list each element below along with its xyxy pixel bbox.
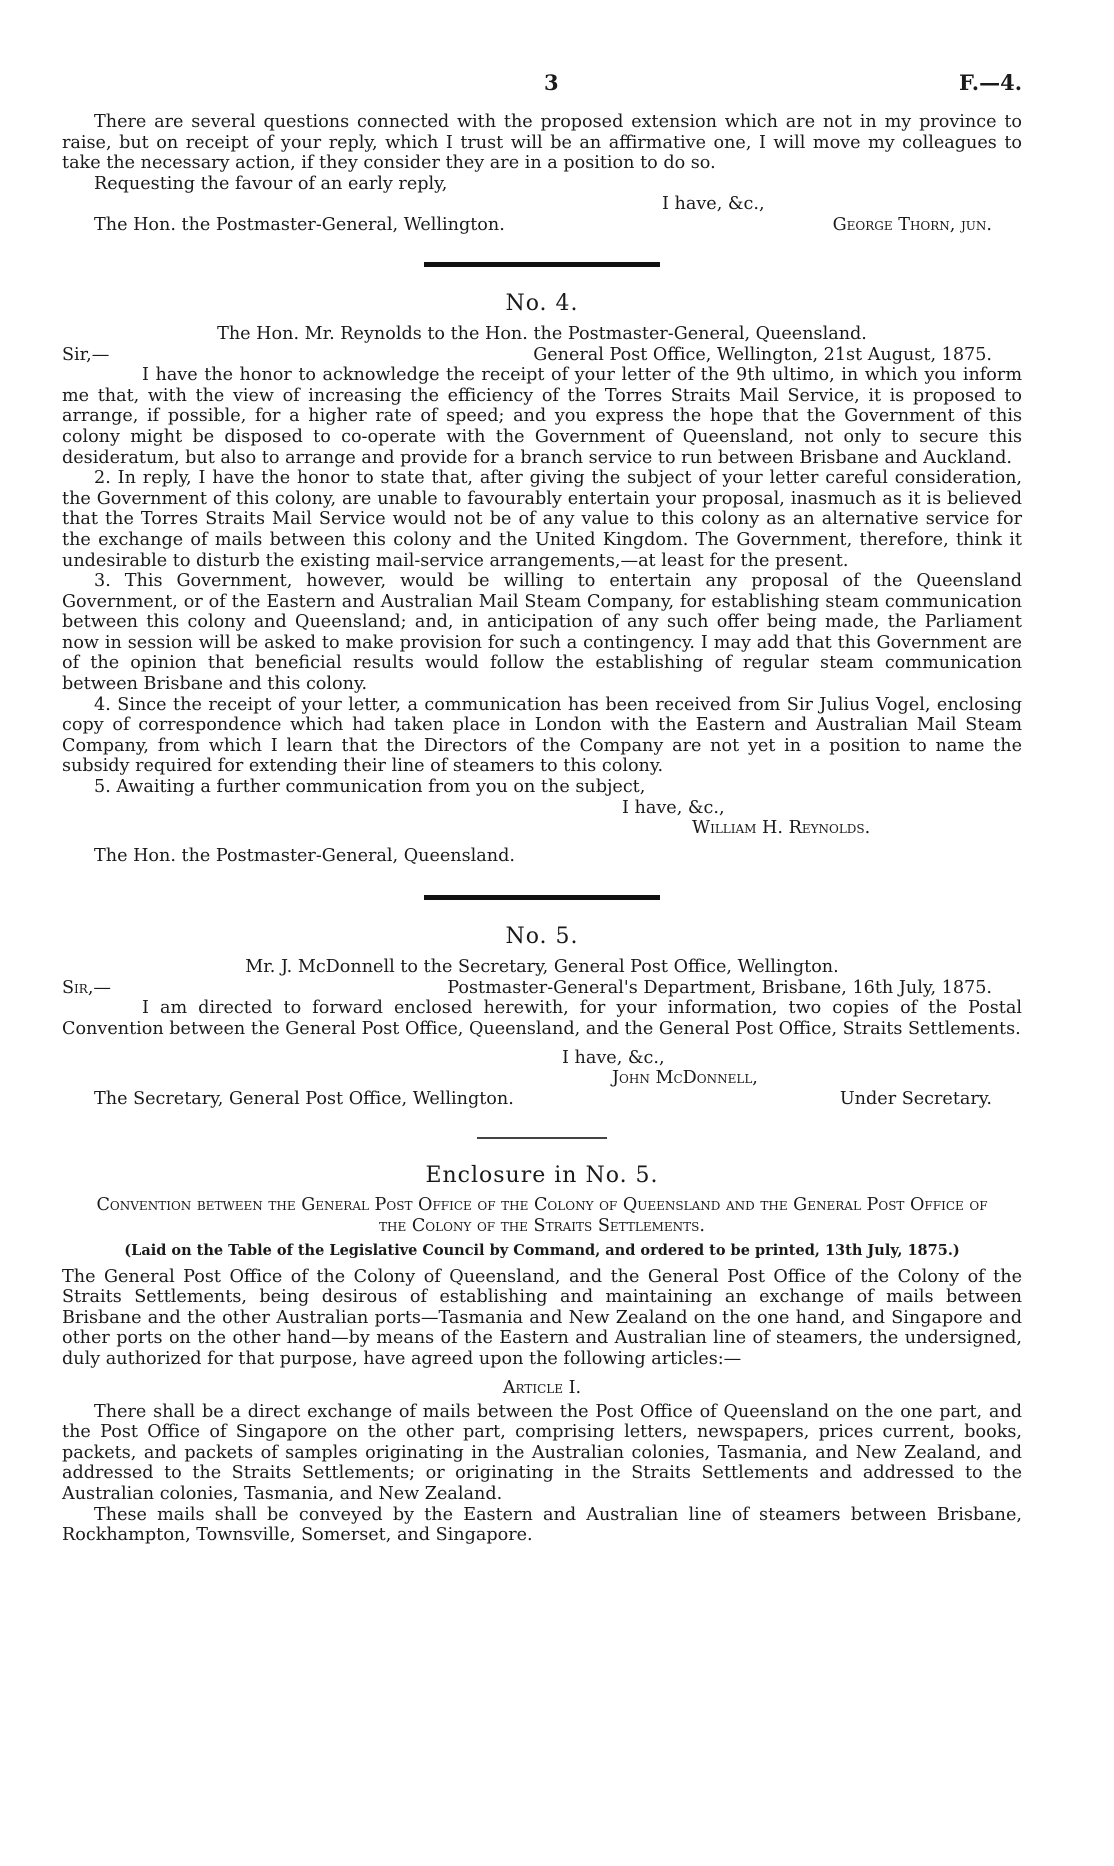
no5-paragraph-1: I am directed to forward enclosed herewith, for your information, two copies of the Postal Convention between the General Post Office, Queensland, and the General Post Office, Straits Settlements. [62,998,1022,1039]
page-number: 3 [544,70,559,95]
no4-paragraph-3: 3. This Government, however, would be willing to entertain any proposal of the Queensland Government, or of the Eastern and Australian Mail Steam Company, for establishing steam communication between this colony and Queensland; and, in anticipation of any such offer being made, the Parliament now in session will be asked to make provision for such a contingency. I may add that this Government are of the opinion that beneficial results would follow the establishing of regular steam communication between Brisbane and this colony. [62,571,1022,695]
document-reference: F.—4. [958,70,1022,95]
no4-signature: William H. Reynolds. [692,818,871,839]
no4-subtitle: The Hon. Mr. Reynolds to the Hon. the Postmaster-General, Queensland. [217,323,867,344]
no5-date-row [62,978,1022,999]
no5-sign-row [62,1089,1022,1110]
section-divider [477,1137,607,1139]
letter3-closing: Requesting the favour of an early reply, [94,173,448,194]
no4-paragraph-4: 4. Since the receipt of your letter, a communication has been received from Sir Julius Vogel, enclosing copy of correspondence which had taken place in London with the Eastern and Australian Mail Steam Company, from which I learn that the Directors of the Company are not yet in a position to name the subsidy required for extending their line of steamers to this colony. [62,694,1022,777]
no4-paragraph-5: 5. Awaiting a further communication from you on the subject, [94,777,646,798]
no4-date-row [62,345,1022,366]
no4-title: No. 4. [505,290,579,316]
convention-title: Convention between the General Post Office of the Colony of Queensland and the General Post Office of the Colony of the Straits Settlements. [96,1195,988,1236]
no5-i-have: I have, &c., [562,1047,665,1068]
no5-signature: John McDonnell, [612,1068,758,1089]
no5-addressee: The Secretary, General Post Office, Wellington. [94,1088,514,1109]
convention-preamble: The General Post Office of the Colony of Queensland, and the General Post Office of the Colony of the Straits Settlements, being desirous of establishing and maintaining an exchange of mails between Brisbane and the other Australian ports—Tasmania and New Zealand on the one hand, and Singapore and other ports on the other hand—by means of the Eastern and Australian line of steamers, the undersigned, duly authorized for that purpose, have agreed upon the following articles:— [62,1266,1022,1369]
no4-addressee: The Hon. the Postmaster-General, Queensland. [94,845,515,866]
laid-note: (Laid on the Table of the Legislative Council by Command, and ordered to be printed, 13th July, 1875.) [124,1241,960,1259]
letter3-addressee: The Hon. the Postmaster-General, Wellington. [94,214,505,235]
no4-paragraph-1: I have the honor to acknowledge the receipt of your letter of the 9th ultimo, in which you inform me that, with the view of increasing the efficiency of the Torres Straits Mail Service, it is proposed to arrange, if possible, for a higher rate of speed; and you express the hope that the Government of this colony might be disposed to co-operate with the Government of Queensland, not only to secure this desideratum, but also to arrange and provide for a branch service to run between Brisbane and Auckland. [62,365,1022,468]
letter3-i-have: I have, &c., [662,194,765,215]
page-header [62,62,1022,112]
letter3-body: There are several questions connected with the proposed extension which are not in my province to raise, but on receipt of your reply, which I trust will be an affirmative one, I will move my colleagues to take the necessary action, if they consider they are in a position to do so. [62,112,1022,174]
no5-title: No. 5. [505,923,579,949]
no4-dateline: General Post Office, Wellington, 21st August, 1875. [533,344,992,365]
no5-salutation: Sir,— [62,977,112,998]
article-heading: Article I. [502,1377,582,1398]
no5-dateline: Postmaster-General's Department, Brisbane, 16th July, 1875. [447,977,992,998]
section-divider [424,262,660,267]
no4-salutation: Sir,— [62,344,110,365]
no5-subtitle: Mr. J. McDonnell to the Secretary, General Post Office, Wellington. [245,956,839,977]
no4-i-have: I have, &c., [622,797,725,818]
letter3-sign-row [62,215,1022,236]
article-paragraph-1: There shall be a direct exchange of mails between the Post Office of Queensland on the one part, and the Post Office of Singapore on the other part, comprising letters, newspapers, prices current, books, packets, and packets of samples originating in the Australian colonies, Tasmania, and New Zealand, and addressed to the Straits Settlements; or originating in the Straits Settlements and addressed to the Australian colonies, Tasmania, and New Zealand. [62,1401,1022,1504]
letter3-signature: George Thorn, jun. [832,214,992,235]
section-divider [424,895,660,900]
enclosure-title: Enclosure in No. 5. [425,1163,659,1189]
article-paragraph-2: These mails shall be conveyed by the Eastern and Australian line of steamers between Brisbane, Rockhampton, Townsville, Somerset, and Singapore. [62,1504,1022,1546]
no4-paragraph-2: 2. In reply, I have the honor to state that, after giving the subject of your letter careful consideration, the Government of this colony, are unable to favourably entertain your proposal, inasmuch as it is believed that the Torres Straits Mail Service would not be of any value to this colony as an alternative service for the exchange of mails between this colony and the United Kingdom. The Government, therefore, think it undesirable to disturb the existing mail-service arrangements,—at least for the present. [62,468,1022,571]
no5-signature-title: Under Secretary. [839,1088,992,1109]
